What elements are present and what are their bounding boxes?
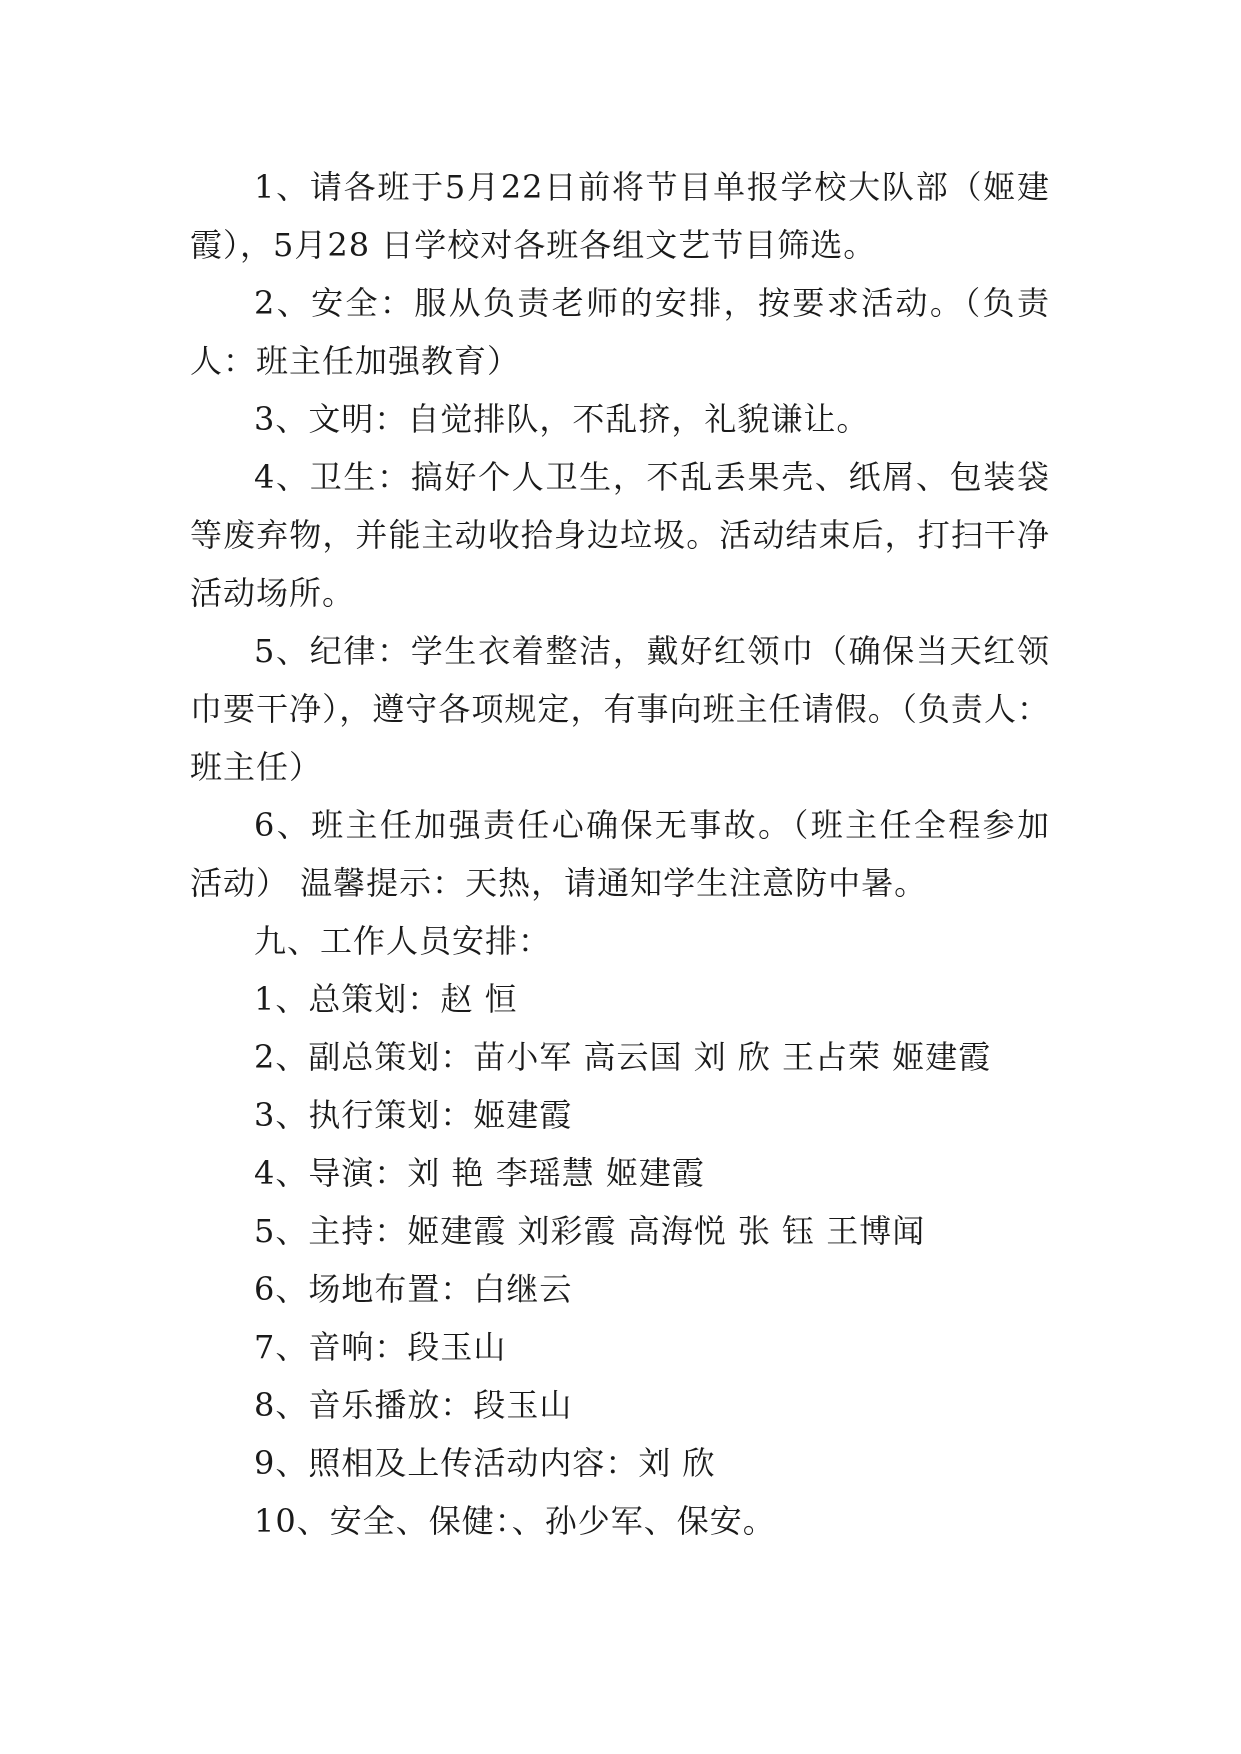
paragraph-item-3-civility: 3、文明：自觉排队，不乱挤，礼貌谦让。 [254, 400, 870, 438]
paragraph-item-6-responsibility: 6、班主任加强责任心确保无事故。（班主任全程参加活动） 温馨提示：天热，请通知学生注意防中暑。 [190, 806, 1050, 902]
staff-item-music-playback: 8、音乐播放：段玉山 [254, 1386, 573, 1424]
staff-item-executive-planner: 3、执行策划：姬建霞 [254, 1096, 573, 1134]
paragraph-item-5-discipline: 5、纪律：学生衣着整洁，戴好红领巾（确保当天红领巾要干净），遵守各项规定，有事向班主任请假。（负责人：班主任） [190, 632, 1050, 786]
staff-item-hosts: 5、主持：姬建霞 刘彩霞 高海悦 张 钰 王博闻 [254, 1212, 926, 1250]
staff-item-chief-planner: 1、总策划：赵 恒 [254, 980, 518, 1018]
paragraph-item-4-hygiene: 4、卫生：搞好个人卫生，不乱丢果壳、纸屑、包装袋等废弃物，并能主动收拾身边垃圾。活动结束后，打扫干净活动场所。 [190, 458, 1050, 612]
staff-item-sound: 7、音响：段玉山 [254, 1328, 507, 1366]
paragraph-item-2-safety: 2、安全：服从负责老师的安排，按要求活动。（负责人：班主任加强教育） [190, 284, 1050, 380]
staff-item-directors: 4、导演：刘 艳 李瑶慧 姬建霞 [254, 1154, 705, 1192]
paragraph-item-1-submission: 1、请各班于5月22日前将节目单报学校大队部（姬建霞），5月28 日学校对各班各组文艺节目筛选。 [190, 168, 1050, 264]
section-heading-staff: 九、工作人员安排： [254, 922, 552, 960]
document-body [190, 158, 1050, 1550]
staff-item-safety-health: 10、安全、保健：、孙少军、保安。 [254, 1502, 776, 1540]
staff-item-venue-setup: 6、场地布置：白继云 [254, 1270, 573, 1308]
staff-item-deputy-planners: 2、副总策划：苗小军 高云国 刘 欣 王占荣 姬建霞 [254, 1038, 992, 1076]
staff-item-photography: 9、照相及上传活动内容：刘 欣 [254, 1444, 716, 1482]
